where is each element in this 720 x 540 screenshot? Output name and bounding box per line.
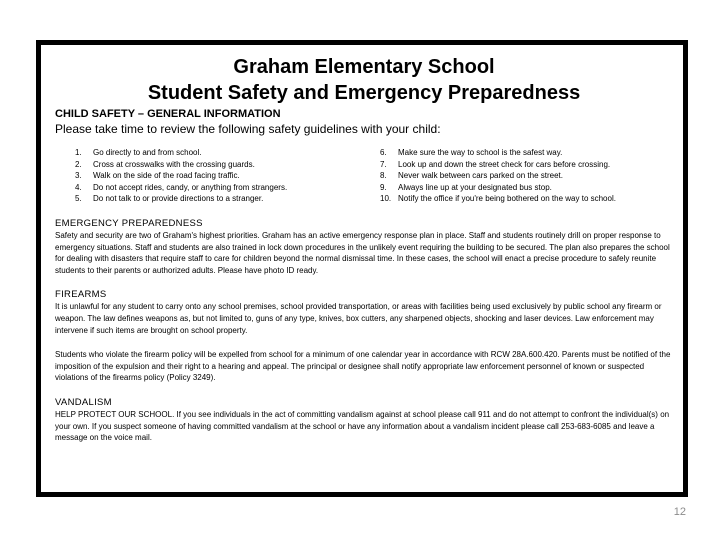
- list-item-label: Walk on the side of the road facing traffic.: [93, 171, 240, 181]
- list-item-number: 8.: [380, 171, 387, 181]
- list-item-label: Notify the office if you're being bothered on the way to school.: [398, 194, 616, 204]
- slide-content-border: [36, 40, 688, 497]
- list-item-number: 10.: [380, 194, 392, 204]
- list-item-number: 1.: [75, 148, 82, 157]
- page-title: [55, 54, 673, 106]
- vandalism-heading: VANDALISM: [55, 396, 112, 408]
- list-item: [75, 182, 380, 194]
- list-item: [380, 170, 673, 182]
- vandalism-section: [55, 397, 673, 444]
- list-item-label: Cross at crosswalks with the crossing guards.: [93, 159, 255, 169]
- firearms-expulsion-section: [55, 349, 673, 384]
- list-item-number: 3.: [75, 171, 82, 181]
- list-item-number: 4.: [75, 182, 82, 192]
- list-item-label: Make sure the way to school is the safest way.: [398, 148, 563, 157]
- firearms-heading: FIREARMS: [55, 289, 107, 301]
- vandalism-body: HELP PROTECT OUR SCHOOL. If you see individuals in the act of committing vandalism against at school please call 911 and do not attempt to confront the individual(s) on your own. If you suspect someone of having committed vandalism at the school or have any information about a vandalism incident please call 253-683-6085 and leave a message on the voice mail.: [55, 409, 670, 443]
- list-item: [380, 147, 673, 159]
- list-item-number: 2.: [75, 159, 82, 169]
- list-item: [75, 170, 380, 182]
- title-line-1: Graham Elementary School: [233, 56, 495, 78]
- emergency-preparedness-section: [55, 218, 673, 276]
- emergency-preparedness-body: Safety and security are two of Graham's highest priorities. Graham has an active emergency response plan in place. Staff and students routinely drill on proper response to emergency situations. Staff and students are also trained in lock down procedures in the unlikely event requiring the building to be secured. The plan also prepares the school for dealing with disasters that require staff to care for children beyond the normal dismissal time. In these cases, the school will enact a precise procedure to safely reunite students to their parents or authorized adults. Please have photo ID ready.: [55, 230, 670, 275]
- emergency-preparedness-heading: EMERGENCY PREPAREDNESS: [55, 217, 203, 229]
- list-item-number: 6.: [380, 148, 387, 157]
- list-item-number: 9.: [380, 182, 387, 192]
- list-item-label: Do not talk to or provide directions to a stranger.: [93, 194, 264, 204]
- list-item: [75, 193, 380, 205]
- guidelines-column-right: [380, 147, 673, 205]
- page-number: 12: [673, 506, 686, 518]
- title-line-2: Student Safety and Emergency Preparedness: [147, 82, 581, 104]
- slide-inner-content: [41, 45, 683, 492]
- list-item-number: 5.: [75, 194, 82, 204]
- firearms-expulsion-body: Students who violate the firearm policy will be expelled from school for a minimum of one calendar year in accordance with RCW 28A.600.420. Parents must be notified of the imposition of the expulsion and their right to a hearing and appeal. The principal or designee shall notify appropriate law enforcement personnel of known or suspected violations of the firearms policy (Policy 3249).: [55, 350, 671, 383]
- list-item: [380, 159, 673, 171]
- firearms-body: It is unlawful for any student to carry onto any school premises, school provided transportation, or areas with facilities being used exclusively by public school any firearm or weapon. The law defines weapons as, but not limited to, guns of any type, knives, box cutters, any sharpened objects, shocking and laser devices. Law enforcement may intervene if such items are brought on school property.: [55, 302, 662, 335]
- list-item: [380, 182, 673, 194]
- list-item-number: 7.: [380, 159, 387, 169]
- list-item: [75, 147, 380, 159]
- list-item-label: Do not accept rides, candy, or anything from strangers.: [93, 182, 288, 192]
- guidelines-column-left: [75, 147, 380, 205]
- child-safety-heading: CHILD SAFETY – GENERAL INFORMATION: [55, 108, 281, 120]
- list-item-label: Never walk between cars parked on the street.: [398, 171, 563, 181]
- firearms-section: [55, 289, 673, 336]
- list-item-label: Look up and down the street check for cars before crossing.: [398, 159, 611, 169]
- list-item: [75, 159, 380, 171]
- list-item-label: Go directly to and from school.: [93, 148, 202, 157]
- list-item: [380, 193, 673, 205]
- safety-guidelines-list: [75, 147, 673, 205]
- child-safety-section: [55, 108, 673, 205]
- list-item-label: Always line up at your designated bus stop.: [398, 182, 552, 192]
- child-safety-intro: Please take time to review the following safety guidelines with your child:: [55, 122, 441, 136]
